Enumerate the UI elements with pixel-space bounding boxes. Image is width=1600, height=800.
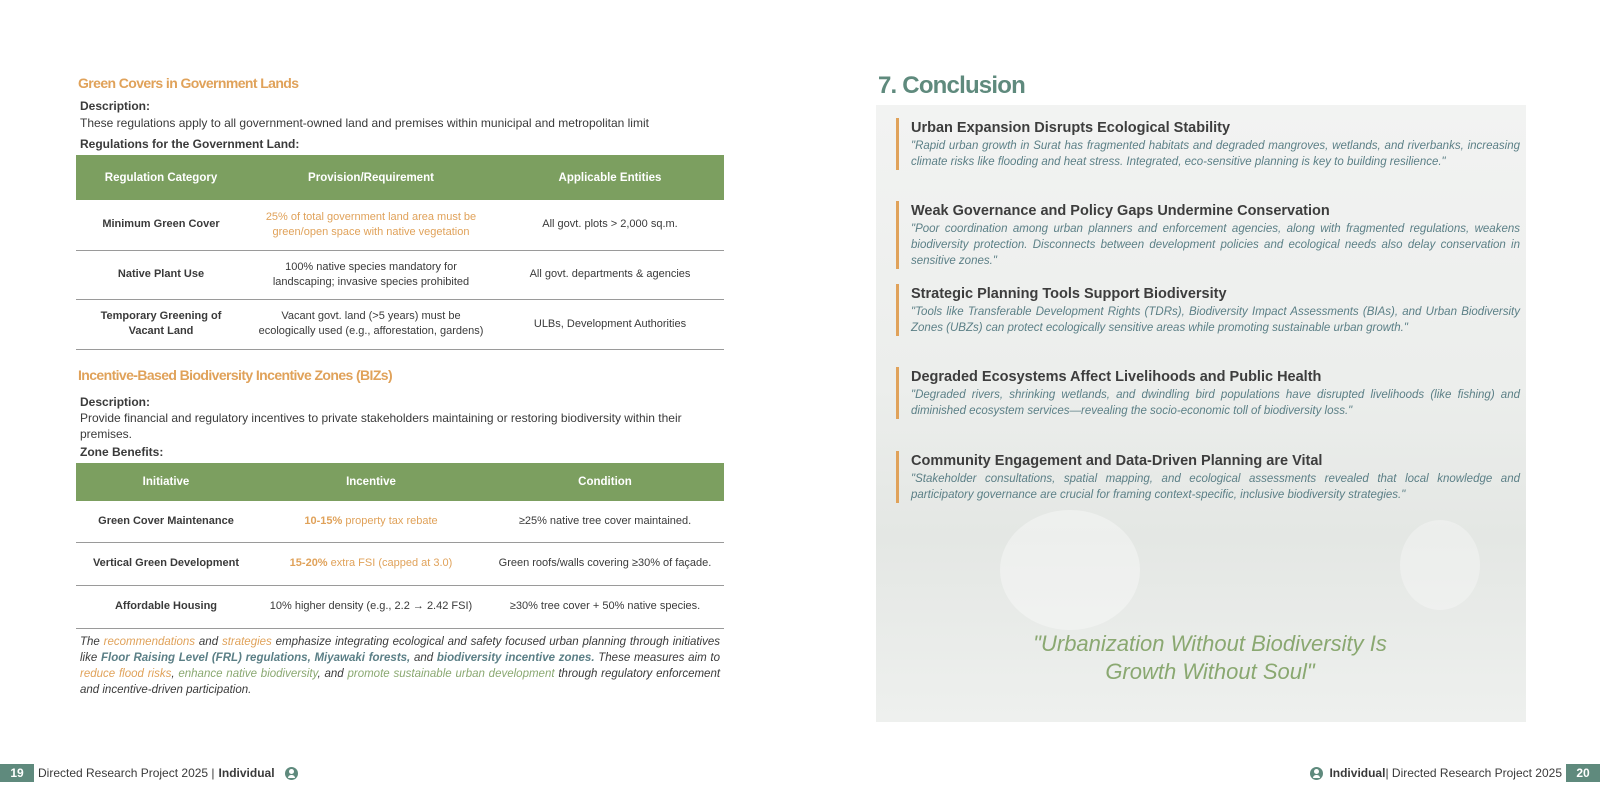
conclusion-item-title: Urban Expansion Disrupts Ecological Stability [911,120,1231,136]
table-cell: Green roofs/walls covering ≥30% of façade. [486,542,724,585]
table-row [76,200,724,250]
table-cell: 25% of total government land area must be green/open space with native vegetation [246,200,496,250]
page-number: 19 [0,764,34,782]
closing-highlight: reduce flood risks [80,668,172,680]
closing-text: , and [317,668,348,680]
tagline-line: "Urbanization Without Biodiversity Is [1033,631,1387,656]
conclusion-item [896,284,1520,336]
table-header-row [76,463,724,501]
table-cell: All govt. departments & agencies [496,250,724,299]
conclusion-item-title: Degraded Ecosystems Affect Livelihoods and Public Health [911,369,1322,385]
description-label: Description: [80,395,151,409]
table-cell: 100% native species mandatory for landscaping; invasive species prohibited [246,250,496,299]
table-row [76,542,724,585]
closing-emphasis: biodiversity incentive zones. [436,652,595,664]
closing-paragraph [80,634,720,698]
table-header: Incentive [256,463,486,501]
conclusion-item [896,451,1520,503]
closing-text: and [410,652,437,664]
closing-highlight: promote sustainable urban development [347,668,555,680]
table-cell [256,542,486,585]
table-cell: Vacant govt. land (>5 years) must be ecologically used (e.g., afforestation, gardens) [246,299,496,349]
incentive-text: property tax rebate [342,514,438,527]
table-cell: Minimum Green Cover [76,200,246,250]
conclusion-item-quote: "Tools like Transferable Development Rights (TDRs), Biodiversity Impact Assessments (BIAs), and Urban Biodiversity Zones (UBZs) can protect ecologically sensitive areas while promoting sustainable urban growth." [911,306,1520,334]
footer-project: | Directed Research Project 2025 [1385,766,1562,780]
zone-benefits-table [76,463,724,629]
conclusion-item-title: Weak Governance and Policy Gaps Undermine Conservation [911,203,1330,219]
table-cell: Vertical Green Development [76,542,256,585]
conclusion-item [896,367,1520,419]
table-cell: All govt. plots > 2,000 sq.m. [496,200,724,250]
table-cell: Affordable Housing [76,585,256,628]
closing-text: These measures aim to [594,652,721,664]
incentive-value: 15-20% [289,557,328,569]
footer-right [1310,764,1600,782]
table-cell: ≥30% tree cover + 50% native species. [486,585,724,628]
table-header: Provision/Requirement [246,155,496,200]
incentive-text: 10% higher density (e.g., 2.2 → 2.42 FSI) [269,600,473,612]
user-icon [1310,767,1323,780]
zone-benefits-label: Zone Benefits: [80,445,164,459]
table-header: Applicable Entities [496,155,724,200]
table-cell: ULBs, Development Authorities [496,299,724,349]
conclusion-item-title: Strategic Planning Tools Support Biodiversity [911,286,1227,302]
table-row [76,585,724,628]
incentive-text: extra FSI (capped at 3.0) [327,557,453,569]
table-row [76,250,724,299]
closing-highlight: recommendations [103,636,196,648]
tagline-line: Growth Without Soul" [1105,659,1315,684]
conclusion-item-title: Community Engagement and Data-Driven Planning are Vital [911,453,1323,469]
tagline-quote [980,630,1440,686]
table-cell: Temporary Greening of Vacant Land [76,299,246,349]
conclusion-item-quote: "Degraded rivers, shrinking wetlands, and dwindling bird populations have disrupted livelihoods (like fishing) and diminished ecosystem services—revealing the socio-economic toll of biodiversity loss." [911,389,1520,417]
conclusion-item [896,201,1520,269]
closing-highlight: enhance native biodiversity [178,668,318,680]
closing-text: , [171,668,179,680]
footer-project: Directed Research Project 2025 | [38,766,215,780]
table-row [76,501,724,542]
background-bird-shape [1000,510,1140,630]
conclusion-title: 7. Conclusion [878,72,1025,99]
conclusion-item-quote: "Stakeholder consultations, spatial mapping, and ecological assessments revealed that local knowledge and participatory governance are crucial for framing context-specific, inclusive biodiversity strategies." [911,473,1520,501]
closing-text: The [80,636,104,648]
closing-text: through regulatory enforcement and incentive-driven participation. [80,668,721,696]
conclusion-item [896,118,1520,170]
section-heading-green-covers: Green Covers in Government Lands [78,75,299,91]
description-label: Description: [80,99,151,113]
table-cell [256,501,486,542]
closing-text: and [195,636,222,648]
conclusion-item-quote: "Rapid urban growth in Surat has fragmented habitats and degraded mangroves, wetlands, and riverbanks, increasing climate risks like flooding and heat stress. Integrated, eco-sensitive planning is key to building resilience." [911,140,1520,168]
table-row [76,299,724,349]
footer-type: Individual [1329,766,1386,780]
table-header-row [76,155,724,200]
section-heading-biz: Incentive-Based Biodiversity Incentive Zones (BIZs) [78,367,393,383]
regulations-label: Regulations for the Government Land: [80,137,300,151]
footer-type: Individual [218,766,275,780]
user-icon [285,767,298,780]
regulations-table [76,155,724,350]
table-header: Initiative [76,463,256,501]
table-cell [256,585,486,628]
page-number: 20 [1566,764,1600,782]
footer-left [0,764,298,782]
closing-text: emphasize integrating ecological and safety focused urban planning through initiatives like [80,636,720,664]
table-header: Condition [486,463,724,501]
description-text: Provide financial and regulatory incentives to private stakeholders maintaining or restoring biodiversity within their premises. [80,411,682,441]
table-cell: ≥25% native tree cover maintained. [486,501,724,542]
table-cell: Green Cover Maintenance [76,501,256,542]
table-header: Regulation Category [76,155,246,200]
conclusion-item-quote: "Poor coordination among urban planners and enforcement agencies, along with fragmented regulations, weakens biodiversity protection. Disconnects between development policies and ecological needs also delay conservation in sensitive zones." [911,223,1520,267]
incentive-value: 10-15% [304,514,343,527]
description-text: These regulations apply to all government-owned land and premises within municipal and metropolitan limit [80,116,649,130]
background-bird-shape [1400,520,1480,610]
table-cell: Native Plant Use [76,250,246,299]
closing-emphasis: Floor Raising Level (FRL) regulations, Miyawaki forests, [100,652,411,664]
closing-highlight: strategies [221,636,272,648]
